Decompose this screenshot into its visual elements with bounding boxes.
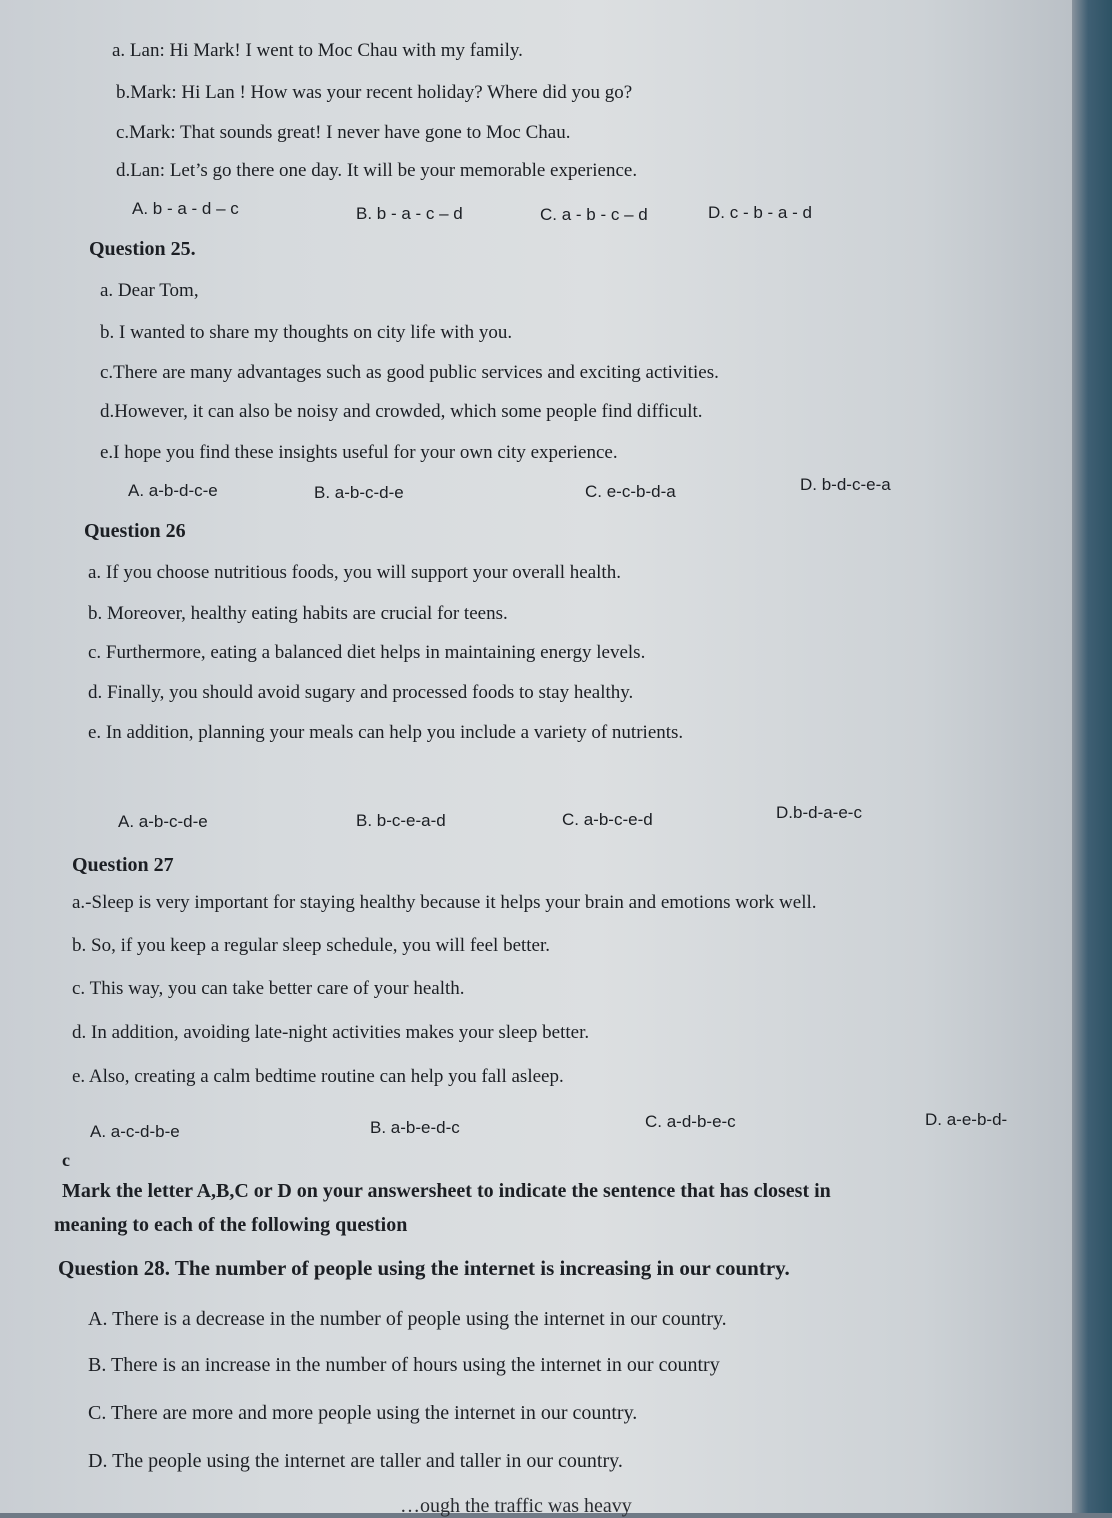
- q25-option-d[interactable]: D. b-d-c-e-a: [800, 475, 891, 494]
- q24-sentence-c: c.Mark: That sounds great! I never have gone to Moc Chau.: [116, 122, 571, 143]
- q27-sentence-a: a.-Sleep is very important for staying healthy because it helps your brain and emotions work well.: [72, 892, 817, 913]
- q27-option-b[interactable]: B. a-b-e-d-c: [370, 1118, 460, 1137]
- q26-sentence-d: d. Finally, you should avoid sugary and processed foods to stay healthy.: [88, 682, 634, 703]
- q24-option-c[interactable]: C. a - b - c – d: [540, 205, 648, 224]
- q27-option-a[interactable]: A. a-c-d-b-e: [90, 1122, 180, 1141]
- q26-option-a[interactable]: A. a-b-c-d-e: [118, 812, 208, 831]
- q27-sentence-c: c. This way, you can take better care of your health.: [72, 978, 465, 999]
- q26-sentence-a: a. If you choose nutritious foods, you will support your overall health.: [88, 562, 621, 583]
- q26-sentence-e: e. In addition, planning your meals can help you include a variety of nutrients.: [88, 722, 684, 743]
- q28-option-c[interactable]: C. There are more and more people using the internet in our country.: [88, 1402, 638, 1424]
- q27-title: Question 27: [72, 854, 174, 876]
- q26-sentence-c: c. Furthermore, eating a balanced diet helps in maintaining energy levels.: [88, 642, 646, 663]
- q28-option-a[interactable]: A. There is a decrease in the number of people using the internet in our country.: [88, 1308, 727, 1330]
- q27-option-c[interactable]: C. a-d-b-e-c: [645, 1112, 736, 1131]
- q24-option-a[interactable]: A. b - a - d – c: [132, 199, 239, 218]
- q28-option-b[interactable]: B. There is an increase in the number of hours using the internet in our country: [88, 1354, 720, 1376]
- q24-sentence-d: d.Lan: Let’s go there one day. It will be your memorable experience.: [116, 160, 638, 181]
- q27-sentence-e: e. Also, creating a calm bedtime routine can help you fall asleep.: [72, 1066, 564, 1087]
- cutoff-next-question: …ough the traffic was heavy: [400, 1495, 632, 1517]
- q28-option-d[interactable]: D. The people using the internet are taller and taller in our country.: [88, 1450, 623, 1472]
- page-edge: [1072, 0, 1112, 1513]
- q25-sentence-d: d.However, it can also be noisy and crowded, which some people find difficult.: [100, 401, 703, 422]
- q24-sentence-b: b.Mark: Hi Lan ! How was your recent holiday? Where did you go?: [116, 82, 633, 103]
- q28-title: Question 28. The number of people using the internet is increasing in our country.: [58, 1256, 790, 1280]
- q26-option-d[interactable]: D.b-d-a-e-c: [776, 803, 862, 822]
- instruction-line-1: Mark the letter A,B,C or D on your answersheet to indicate the sentence that has closest in: [62, 1180, 831, 1202]
- q25-sentence-b: b. I wanted to share my thoughts on city life with you.: [100, 322, 513, 343]
- q25-title: Question 25.: [89, 238, 196, 260]
- q27-option-d[interactable]: D. a-e-b-d-: [925, 1110, 1008, 1129]
- q26-title: Question 26: [84, 520, 186, 542]
- q26-sentence-b: b. Moreover, healthy eating habits are crucial for teens.: [88, 603, 508, 624]
- instruction-line-2: meaning to each of the following question: [54, 1214, 408, 1236]
- q25-option-b[interactable]: B. a-b-c-d-e: [314, 483, 404, 502]
- q27-option-d-wrap: c: [62, 1150, 70, 1170]
- q24-sentence-a: a. Lan: Hi Mark! I went to Moc Chau with my family.: [112, 40, 523, 61]
- q27-sentence-b: b. So, if you keep a regular sleep schedule, you will feel better.: [72, 935, 551, 956]
- q25-option-a[interactable]: A. a-b-d-c-e: [128, 481, 218, 500]
- q25-sentence-a: a. Dear Tom,: [100, 280, 199, 301]
- q25-option-c[interactable]: C. e-c-b-d-a: [585, 482, 676, 501]
- q26-option-c[interactable]: C. a-b-c-e-d: [562, 810, 653, 829]
- q24-option-d[interactable]: D. c - b - a - d: [708, 203, 812, 222]
- q26-option-b[interactable]: B. b-c-e-a-d: [356, 811, 446, 830]
- q27-sentence-d: d. In addition, avoiding late-night activities makes your sleep better.: [72, 1022, 590, 1043]
- q25-sentence-e: e.I hope you find these insights useful for your own city experience.: [100, 442, 618, 463]
- q25-sentence-c: c.There are many advantages such as good public services and exciting activities.: [100, 362, 719, 383]
- q24-option-b[interactable]: B. b - a - c – d: [356, 204, 463, 223]
